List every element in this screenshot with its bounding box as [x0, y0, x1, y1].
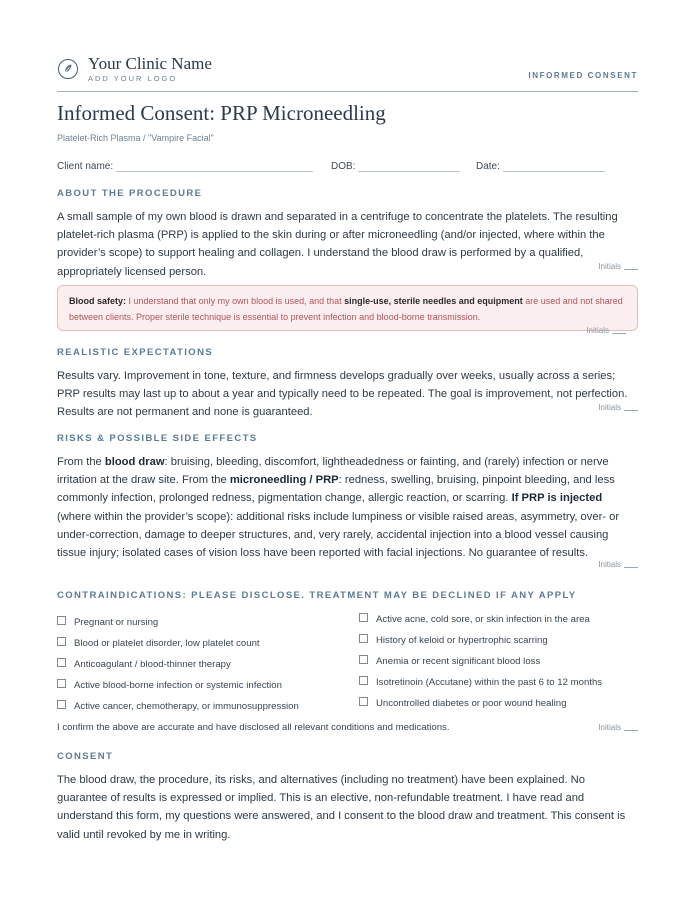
date-field[interactable] — [476, 159, 605, 172]
checkbox-icon[interactable] — [57, 679, 66, 688]
checkbox-item[interactable]: Isotretinoin (Accutane) within the past 6 to 12 months — [359, 676, 602, 688]
checkbox-item[interactable]: Active blood-borne infection or systemic infection — [57, 679, 282, 691]
risks-text: From the blood draw: bruising, bleeding, discomfort, lightheadedness or fainting, and (rarely) infection or nerve irritation at the draw site. From the microneedling / PRP: redness, swelling, bruising, pinpoint bleeding, and less commonly infection, prolonged redness, pigmentation change, allergic reaction, or scarring. If PRP is injected (where within the provider’s scope): additional risks include lumpiness or visible raised areas, asymmetry, over- or under-correction, damage to deeper structures, and, very rarely, accidental injection into a blood vessel causing tissue injury; isolated cases of vision loss have been reported with facial injections. No guarantee of results. — [57, 456, 620, 560]
form-header — [57, 0, 638, 92]
checkbox-icon[interactable] — [57, 637, 66, 646]
feather-leaf-icon — [58, 59, 78, 79]
checkbox-item[interactable]: Active cancer, chemotherapy, or immunosuppression — [57, 700, 299, 712]
page-subtitle: Platelet-Rich Plasma / "Vampire Facial" — [57, 133, 214, 143]
blood-safety-alert — [57, 285, 638, 331]
dob-line[interactable] — [358, 159, 460, 172]
contraindications-section — [57, 590, 638, 601]
date-line[interactable] — [503, 159, 605, 172]
consent-text: The blood draw, the procedure, its risks, and alternatives (including no treatment) have been explained. No guarantee of results is expressed or implied. This is an elective, non-refundable treatment. I have read and understand this form, my questions were answered, and I consent to the blood draw and treatment. This consent is valid until revoked by me in writing. — [57, 774, 626, 841]
checkbox-icon[interactable] — [359, 613, 368, 622]
checkbox-item[interactable]: Active acne, cold sore, or skin infection in the area — [359, 613, 590, 625]
client-name-line[interactable] — [116, 159, 313, 172]
checkbox-icon[interactable] — [359, 697, 368, 706]
initials-field[interactable] — [598, 403, 638, 412]
section-heading: CONSENT — [57, 751, 114, 762]
expectations-text: Results vary. Improvement in tone, texture, and firmness develops gradually over weeks, usually across a series; PRP results may last up to about a year and typically need to be repeated. The goal is improvement, not perfection. Results are not permanent and none is guaranteed. — [57, 370, 628, 419]
expectations-section — [57, 347, 638, 422]
client-info-fields — [57, 159, 638, 175]
logo-placeholder-text: ADD YOUR LOGO — [88, 74, 178, 83]
alert-emphasis: single-use, sterile needles and equipment — [344, 296, 523, 306]
date-label: Date: — [476, 161, 500, 172]
checkbox-icon[interactable] — [359, 676, 368, 685]
checkbox-item[interactable]: Anemia or recent significant blood loss — [359, 655, 540, 667]
alert-label: Blood safety: — [69, 296, 127, 306]
about-text: A small sample of my own blood is drawn and separated in a centrifuge to concentrate the platelets. The resulting platelet-rich plasma (PRP) is applied to the skin during or after microneedling (and/or injected, where within the provider’s scope) to support healing and collagen. I understand the blood draw is performed by a qualified, appropriately licensed person. — [57, 211, 618, 278]
checkbox-icon[interactable] — [57, 616, 66, 625]
checkbox-item[interactable]: Blood or platelet disorder, low platelet count — [57, 637, 260, 649]
checkbox-icon[interactable] — [359, 655, 368, 664]
section-heading: ABOUT THE PROCEDURE — [57, 188, 203, 199]
initials-label: Initials — [598, 403, 621, 412]
dob-field[interactable] — [331, 159, 460, 172]
document-type-label: INFORMED CONSENT — [528, 71, 638, 80]
page-title: Informed Consent: PRP Microneedling — [57, 101, 386, 125]
clinic-name: Your Clinic Name — [88, 54, 212, 73]
initials-field[interactable] — [598, 262, 638, 271]
initials-label: Initials — [598, 262, 621, 271]
initials-label: Initials — [598, 560, 621, 569]
initials-field[interactable] — [586, 326, 626, 335]
checkbox-item[interactable]: Uncontrolled diabetes or poor wound healing — [359, 697, 566, 709]
about-section — [57, 188, 638, 281]
checkbox-icon[interactable] — [359, 634, 368, 643]
section-heading: REALISTIC EXPECTATIONS — [57, 347, 214, 358]
alert-text: I understand that only my own blood is used, and that — [126, 296, 345, 306]
checkbox-item[interactable]: Anticoagulant / blood-thinner therapy — [57, 658, 231, 670]
section-heading: RISKS & POSSIBLE SIDE EFFECTS — [57, 433, 258, 444]
consent-section — [57, 751, 638, 844]
disclosure-confirmation: I confirm the above are accurate and have disclosed all relevant conditions and medications. — [57, 722, 450, 733]
checkbox-icon[interactable] — [57, 658, 66, 667]
client-name-label: Client name: — [57, 161, 114, 172]
section-heading: CONTRAINDICATIONS: PLEASE DISCLOSE. TREATMENT MAY BE DECLINED IF ANY APPLY — [57, 590, 577, 601]
checkbox-icon[interactable] — [57, 700, 66, 709]
client-name-field[interactable] — [57, 159, 313, 172]
contraindication-checklist — [57, 612, 638, 720]
initials-label: Initials — [598, 723, 621, 732]
initials-label: Initials — [586, 326, 609, 335]
checkbox-item[interactable]: Pregnant or nursing — [57, 616, 158, 628]
initials-field[interactable] — [598, 560, 638, 569]
checkbox-item[interactable]: History of keloid or hypertrophic scarring — [359, 634, 548, 646]
dob-label: DOB: — [331, 161, 356, 172]
alert-text: are used and not shared between clients. Proper sterile technique is essential to prevent infection and blood-borne transmission. — [69, 296, 623, 322]
initials-field[interactable] — [598, 723, 638, 732]
risks-section — [57, 433, 638, 569]
